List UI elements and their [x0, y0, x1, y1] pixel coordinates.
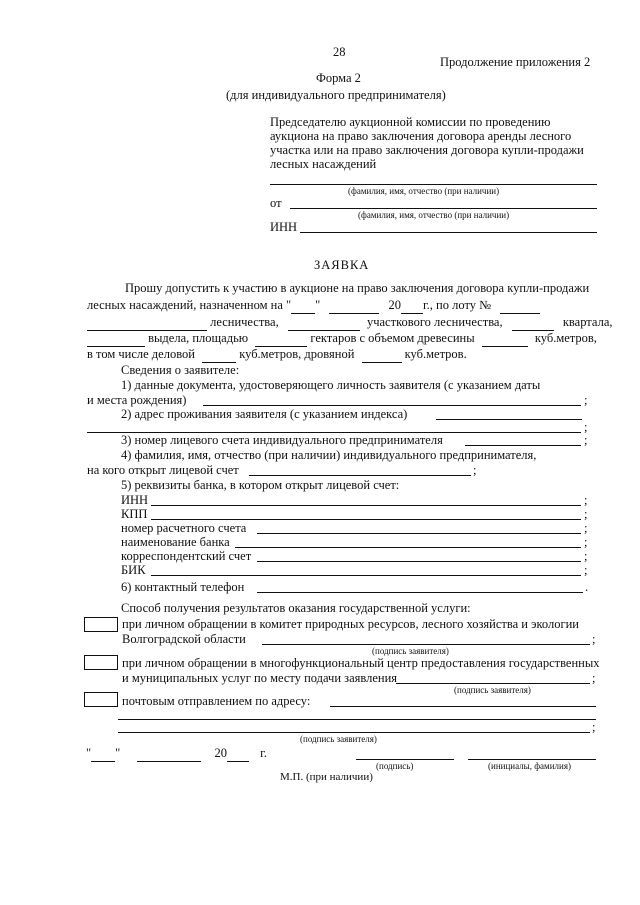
option-checkbox-committee[interactable]	[84, 617, 118, 632]
applicant-item-3: 3) номер лицевого счета индивидуального предпринимателя	[121, 433, 443, 447]
bank-inn-label: ИНН	[121, 493, 149, 507]
document-title: ЗАЯВКА	[314, 258, 370, 272]
business-wood-field[interactable]	[202, 347, 236, 363]
signature-hint-1: (подпись заявителя)	[372, 646, 449, 656]
applicant-item-6: 6) контактный телефон	[121, 580, 245, 594]
bank-kpp-field[interactable]	[151, 519, 581, 520]
addressee-line-4: лесных насаждений	[270, 157, 377, 171]
request-line-5: в том числе деловой куб.метров, дровяной куб.метров.	[87, 347, 467, 361]
applicant-item-1a: 1) данные документа, удостоверяющего личность заявителя (с указанием даты	[121, 378, 541, 392]
bank-name-field[interactable]	[235, 547, 581, 548]
option-checkbox-mail[interactable]	[84, 692, 118, 707]
phone-field[interactable]	[257, 592, 583, 593]
semicolon: ;	[584, 549, 588, 563]
request-line-1: Прошу допустить к участию в аукционе на право заключения договора купли-продажи	[125, 281, 590, 295]
from-field-line[interactable]	[290, 208, 597, 209]
semicolon: ;	[473, 463, 477, 477]
request-line-4: выдела, площадью гектаров с объемом древесины куб.метров,	[87, 331, 597, 347]
area-field[interactable]	[255, 331, 307, 347]
address-field-1[interactable]	[436, 419, 582, 420]
delivery-heading: Способ получения результатов оказания государственной услуги:	[121, 601, 471, 615]
bank-inn-field[interactable]	[151, 505, 581, 506]
signature-hint-3: (подпись заявителя)	[300, 734, 377, 744]
bank-name-label: наименование банка	[121, 535, 230, 549]
form-subtitle: (для индивидуального предпринимателя)	[226, 88, 446, 102]
personal-account-field[interactable]	[465, 445, 581, 446]
applicant-heading: Сведения о заявителе:	[121, 363, 240, 377]
mail-address-field-3[interactable]	[118, 732, 590, 733]
applicant-item-4a: 4) фамилия, имя, отчество (при наличии) индивидуального предпринимателя,	[121, 448, 537, 462]
signature-field-1[interactable]	[262, 644, 590, 645]
day-field[interactable]	[291, 298, 315, 314]
footer-initials-hint: (инициалы, фамилия)	[488, 761, 571, 771]
footer-year-field[interactable]	[227, 746, 249, 762]
option-mfc-line-1: при личном обращении в многофункциональный центр предоставления государственных	[122, 656, 600, 670]
forestry-field[interactable]	[87, 315, 207, 331]
semicolon: ;	[584, 507, 588, 521]
option-mfc-line-2: и муниципальных услуг по месту подачи заявления	[122, 671, 398, 685]
footer-signature-field[interactable]	[356, 759, 454, 760]
account-holder-field[interactable]	[249, 475, 471, 476]
addressee-line-2: аукциона на право заключения договора аренды лесного	[270, 129, 572, 143]
option-committee-line-1: при личном обращении в комитет природных ресурсов, лесного хозяйства и экологии	[122, 617, 579, 631]
id-document-field[interactable]	[203, 405, 581, 406]
request-line-2: лесных насаждений, назначенном на " " 20 г., по лоту №	[87, 298, 540, 314]
applicant-item-5: 5) реквизиты банка, в котором открыт лицевой счет:	[121, 478, 400, 492]
bank-corr-field[interactable]	[257, 561, 581, 562]
semicolon: ;	[584, 535, 588, 549]
name-hint-2: (фамилия, имя, отчество (при наличии)	[358, 210, 510, 220]
addressee-line-3: участка или на право заключения договора купли-продажи	[270, 143, 584, 157]
district-forestry-field[interactable]	[288, 315, 360, 331]
bank-bik-label: БИК	[121, 563, 146, 577]
signature-field-2[interactable]	[396, 683, 590, 684]
continuation-note: Продолжение приложения 2	[440, 55, 591, 69]
semicolon: ;	[592, 671, 596, 685]
firewood-field[interactable]	[362, 347, 402, 363]
lot-field[interactable]	[500, 298, 540, 314]
stamp-note: М.П. (при наличии)	[280, 771, 373, 783]
bank-corr-label: корреспондентский счет	[121, 549, 252, 563]
footer-day-field[interactable]	[91, 746, 115, 762]
page-number: 28	[333, 45, 346, 59]
semicolon: ;	[584, 393, 588, 407]
applicant-item-1b: и места рождения)	[87, 393, 187, 407]
period: .	[585, 580, 589, 594]
footer-signature-hint: (подпись)	[376, 761, 414, 771]
allotment-field[interactable]	[87, 331, 145, 347]
bank-account-field[interactable]	[257, 533, 581, 534]
from-label: от	[270, 196, 282, 210]
addressee-line-1: Председателю аукционной комиссии по проведению	[270, 115, 551, 129]
semicolon: ;	[592, 632, 596, 646]
footer-month-field[interactable]	[137, 746, 201, 762]
semicolon: ;	[584, 493, 588, 507]
request-line-3: лесничества, участкового лесничества, квартала,	[87, 315, 613, 331]
semicolon: ;	[584, 563, 588, 577]
mail-address-field-1[interactable]	[330, 706, 596, 707]
option-checkbox-mfc[interactable]	[84, 655, 118, 670]
date-line: " " 20 г.	[86, 746, 267, 760]
year-field[interactable]	[401, 298, 423, 314]
name-field-line-1[interactable]	[270, 184, 597, 185]
semicolon: ;	[592, 720, 596, 734]
applicant-item-2: 2) адрес проживания заявителя (с указанием индекса)	[121, 407, 408, 421]
option-mail-label: почтовым отправлением по адресу:	[122, 694, 311, 708]
applicant-item-4b: на кого открыт лицевой счет	[87, 463, 239, 477]
volume-field[interactable]	[482, 331, 528, 347]
form-title: Форма 2	[316, 71, 361, 85]
inn-label: ИНН	[270, 220, 298, 234]
option-committee-line-2: Волгоградской области	[122, 632, 246, 646]
semicolon: ;	[584, 433, 588, 447]
month-field[interactable]	[329, 298, 379, 314]
signature-hint-2: (подпись заявителя)	[454, 685, 531, 695]
quarter-field[interactable]	[512, 315, 554, 331]
mail-address-field-2[interactable]	[118, 719, 596, 720]
footer-initials-field[interactable]	[468, 759, 596, 760]
bank-kpp-label: КПП	[121, 507, 148, 521]
name-hint-1: (фамилия, имя, отчество (при наличии)	[348, 186, 500, 196]
bank-account-label: номер расчетного счета	[121, 521, 247, 535]
bank-bik-field[interactable]	[151, 575, 581, 576]
inn-field-line[interactable]	[300, 232, 597, 233]
semicolon: ;	[584, 420, 588, 434]
semicolon: ;	[584, 521, 588, 535]
